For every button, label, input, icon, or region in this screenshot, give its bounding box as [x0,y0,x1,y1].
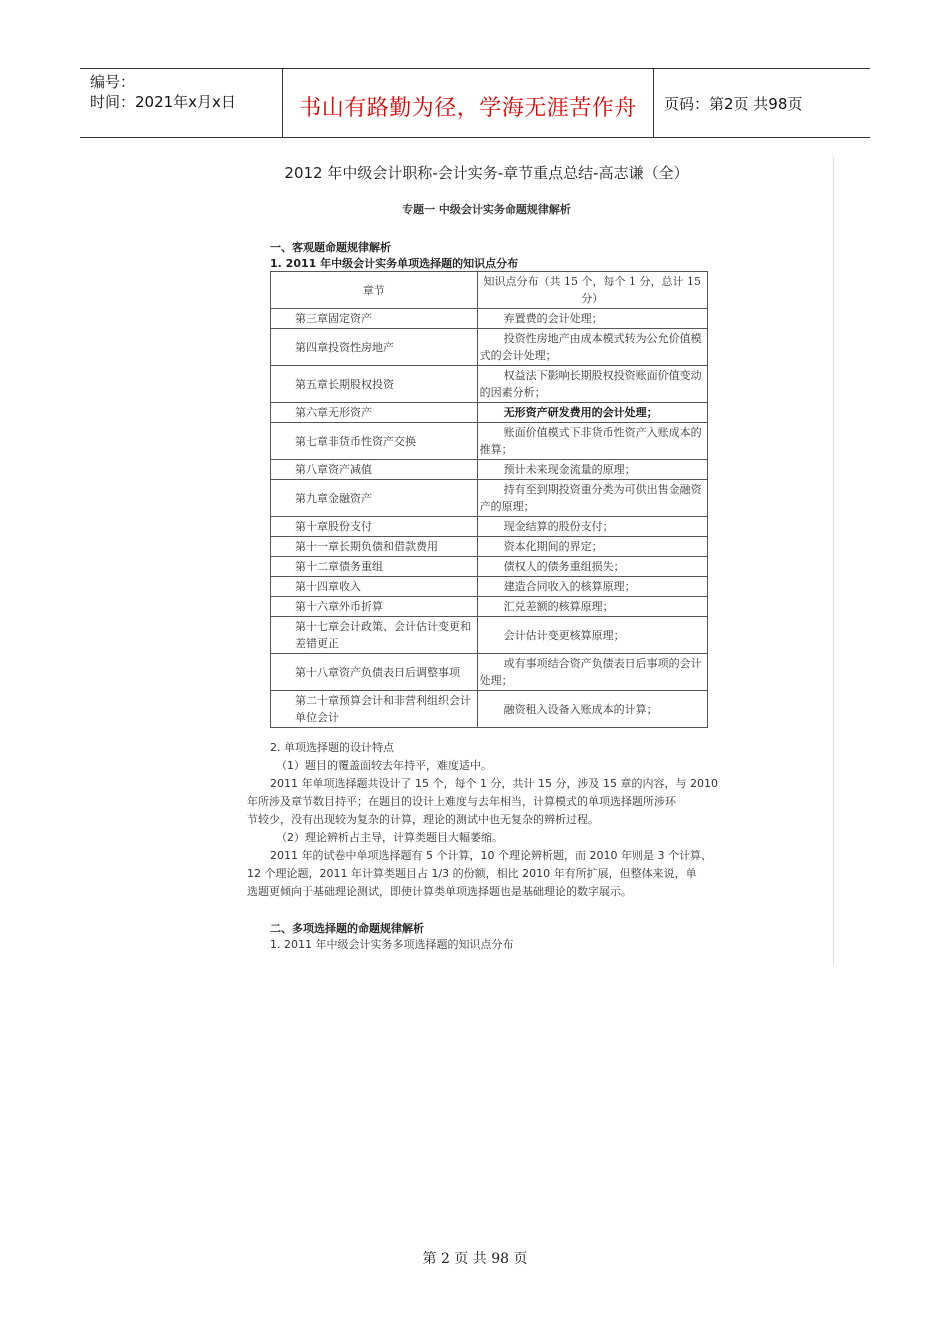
knowledge-point-cell: 弃置费的会计处理； [477,309,707,329]
knowledge-point-cell: 权益法下影响长期股权投资账面价值变动的因素分析； [477,366,707,403]
column-header-chapter: 章节 [271,272,478,309]
subsection-heading-1: 1. 2011 年中级会计实务单项选择题的知识点分布 [270,257,519,270]
table-header-row [271,272,708,309]
knowledge-point-cell: 资本化期间的界定； [477,537,707,557]
chapter-cell: 第十四章收入 [271,577,478,597]
section-heading-2: 二、多项选择题的命题规律解析 [270,922,424,935]
chapter-cell: 第九章金融资产 [271,480,478,517]
chapter-cell: 第四章投资性房地产 [271,329,478,366]
chapter-cell: 第二十章预算会计和非营利组织会计单位会计 [271,691,478,728]
paragraph-line: 选题更倾向于基础理论测试，即使计算类单项选择题也是基础理论的数字展示。 [247,885,632,898]
knowledge-point-cell: 汇兑差额的核算原理； [477,597,707,617]
document-title: 2012 年中级会计职称-会计实务-章节重点总结-高志谦（全） [284,164,689,182]
chapter-cell: 第八章资产减值 [271,460,478,480]
chapter-cell: 第十七章会计政策、会计估计变更和差错更正 [271,617,478,654]
knowledge-point-cell: 无形资产研发费用的会计处理； [477,403,707,423]
page-header [80,68,870,138]
knowledge-point-cell: 投资性房地产由成本模式转为公允价值模式的会计处理； [477,329,707,366]
paragraph-line: （1）题目的覆盖面较去年持平，难度适中。 [276,759,492,772]
paragraph-line: 节较少，没有出现较为复杂的计算，理论的测试中也无复杂的辨析过程。 [247,813,599,826]
motto-text: 书山有路勤为径，学海无涯苦作舟 [299,96,637,121]
subsection-heading-2: 1. 2011 年中级会计实务多项选择题的知识点分布 [270,938,514,951]
column-header-points-line1: 知识点分布（共 15 个，每个 1 分，总计 15 [483,275,702,288]
header-motto-cell [283,69,654,137]
table-row [271,557,708,577]
table-row [271,366,708,403]
table-row [271,423,708,460]
chapter-cell: 第三章固定资产 [271,309,478,329]
chapter-cell: 第十一章长期负债和借款费用 [271,537,478,557]
chapter-cell: 第十六章外币折算 [271,597,478,617]
chapter-cell: 第六章无形资产 [271,403,478,423]
knowledge-point-cell: 持有至到期投资重分类为可供出售金融资产的原理； [477,480,707,517]
table-row [271,691,708,728]
knowledge-point-cell: 预计未来现金流量的原理； [477,460,707,480]
table-row [271,480,708,517]
time-label: 时间：2021年x月x日 [90,93,236,111]
table-row [271,517,708,537]
knowledge-point-cell: 债权人的债务重组损失； [477,557,707,577]
knowledge-point-cell: 账面价值模式下非货币性资产入账成本的推算； [477,423,707,460]
header-page-cell [654,69,870,137]
table-row [271,537,708,557]
table-row [271,460,708,480]
paragraph-line: 2011 年的试卷中单项选择题有 5 个计算，10 个理论辨析题，而 2010 年则是 3 个计算、 [270,849,712,862]
knowledge-point-cell: 融资租入设备入账成本的计算； [477,691,707,728]
chapter-cell: 第五章长期股权投资 [271,366,478,403]
table-row [271,654,708,691]
topic-heading: 专题一 中级会计实务命题规律解析 [402,203,571,216]
knowledge-point-cell: 现金结算的股份支付； [477,517,707,537]
table-row [271,577,708,597]
page-footer: 第 2 页 共 98 页 [422,1251,528,1267]
table-row [271,403,708,423]
table-row [271,309,708,329]
knowledge-distribution-table [270,271,708,728]
knowledge-point-cell: 会计估计变更核算原理； [477,617,707,654]
scanned-page [140,157,834,965]
page-label: 页码：第2页 共98页 [664,95,803,113]
table-row [271,617,708,654]
knowledge-point-cell: 建造合同收入的核算原理； [477,577,707,597]
table-row [271,329,708,366]
table-row [271,597,708,617]
paragraph-line: 2011 年单项选择题共设计了 15 个，每个 1 分，共计 15 分，涉及 15 章的内容，与 2010 [270,777,718,790]
number-label: 编号： [90,73,136,91]
column-header-points [477,272,707,309]
chapter-cell: 第十二章债务重组 [271,557,478,577]
paragraph-line: 2. 单项选择题的设计特点 [270,741,394,754]
paragraph-line: 年所涉及章节数目持平；在题目的设计上难度与去年相当，计算模式的单项选择题所涉环 [247,795,676,808]
section-heading-1: 一、客观题命题规律解析 [270,241,391,254]
paragraph-line: 12 个理论题，2011 年计算类题目占 1/3 的份额，相比 2010 年有所扩展，但整体来说，单 [247,867,697,880]
chapter-cell: 第七章非货币性资产交换 [271,423,478,460]
header-meta-cell [80,69,283,137]
knowledge-point-cell: 或有事项结合资产负债表日后事项的会计处理； [477,654,707,691]
chapter-cell: 第十章股份支付 [271,517,478,537]
paragraph-line: （2）理论辨析占主导，计算类题目大幅萎缩。 [276,831,503,844]
column-header-points-line2: 分） [581,292,604,305]
chapter-cell: 第十八章资产负债表日后调整事项 [271,654,478,691]
